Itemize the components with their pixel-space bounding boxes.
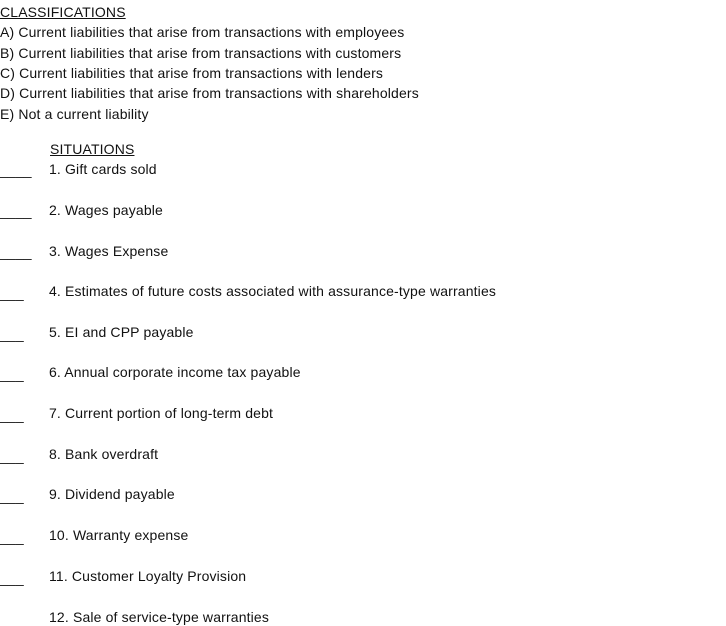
answer-blank-8[interactable]: ___ [0, 448, 24, 464]
situation-item-4: 4. Estimates of future costs associated with assurance-type warranties [49, 283, 497, 299]
situation-item-8: 8. Bank overdraft [49, 446, 159, 462]
situation-item-9: 9. Dividend payable [49, 486, 175, 502]
answer-blank-4[interactable]: ___ [0, 285, 24, 301]
answer-blank-9[interactable]: ___ [0, 488, 24, 504]
classification-item-e: E) Not a current liability [0, 106, 149, 122]
answer-blank-1[interactable]: ____ [0, 162, 32, 178]
situation-item-3: 3. Wages Expense [49, 243, 169, 259]
classification-item-c: C) Current liabilities that arise from transactions with lenders [0, 65, 384, 81]
situation-item-11: 11. Customer Loyalty Provision [49, 568, 247, 584]
situation-item-12: 12. Sale of service-type warranties [49, 609, 270, 625]
answer-blank-7[interactable]: ___ [0, 407, 24, 423]
answer-blank-3[interactable]: ____ [0, 244, 32, 260]
situation-item-1: 1. Gift cards sold [49, 161, 157, 177]
answer-blank-5[interactable]: ___ [0, 326, 24, 342]
situation-item-6: 6. Annual corporate income tax payable [49, 364, 301, 380]
classifications-heading: CLASSIFICATIONS [0, 4, 126, 20]
answer-blank-10[interactable]: ___ [0, 529, 24, 545]
classification-item-b: B) Current liabilities that arise from transactions with customers [0, 45, 402, 61]
classification-item-d: D) Current liabilities that arise from transactions with shareholders [0, 85, 419, 101]
answer-blank-6[interactable]: ___ [0, 366, 24, 382]
classification-item-a: A) Current liabilities that arise from transactions with employees [0, 24, 405, 40]
situation-item-7: 7. Current portion of long-term debt [49, 405, 274, 421]
answer-blank-11[interactable]: ___ [0, 570, 24, 586]
situation-item-10: 10. Warranty expense [49, 527, 189, 543]
situation-item-5: 5. EI and CPP payable [49, 324, 194, 340]
situations-heading: SITUATIONS [50, 141, 135, 157]
answer-blank-2[interactable]: ____ [0, 203, 32, 219]
situation-item-2: 2. Wages payable [49, 202, 163, 218]
